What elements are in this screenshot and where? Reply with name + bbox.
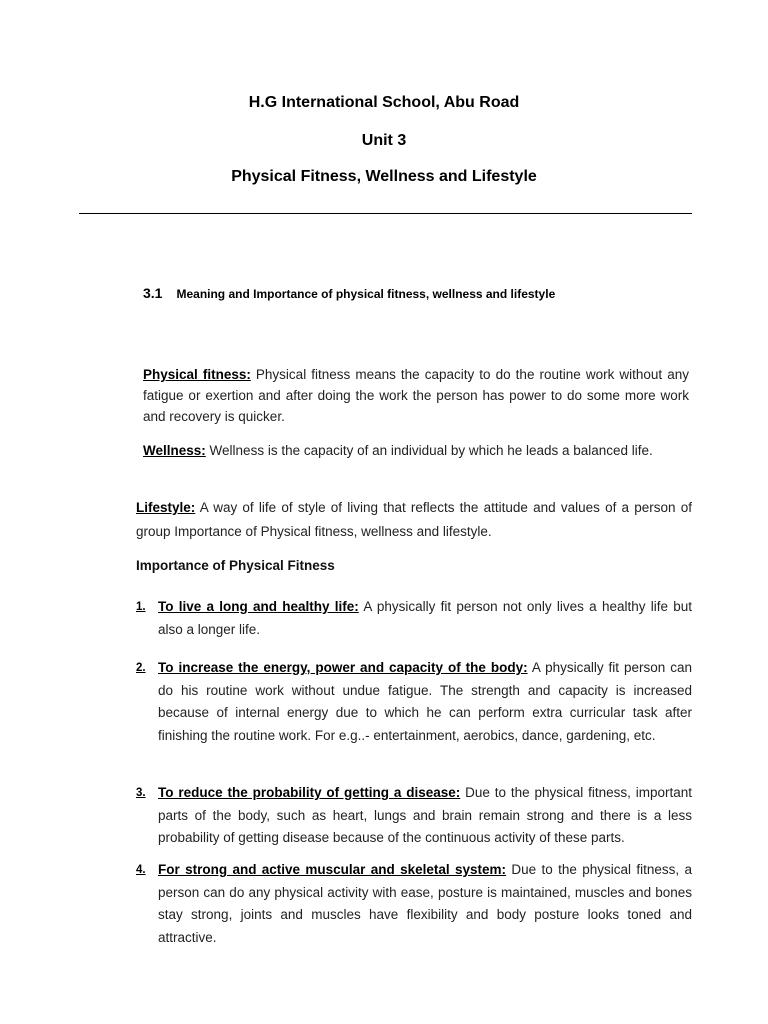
definition-term: Physical fitness: <box>143 367 251 382</box>
unit-title: Unit 3 <box>361 132 407 149</box>
header-divider <box>79 213 692 214</box>
school-name: H.G International School, Abu Road <box>248 94 520 111</box>
section-number: 3.1 <box>143 285 163 301</box>
item-number: 3. <box>136 787 146 799</box>
definition-term: Wellness: <box>143 443 206 458</box>
definition-physical-fitness <box>143 364 689 427</box>
item-lead: For strong and active muscular and skeletal system: <box>158 862 507 877</box>
definition-lifestyle <box>136 496 692 544</box>
item-text: Due to the physical fitness, important parts of the body, such as heart, lungs and brain remain strong and there is a less probability of getting disease because of the continuous activity of these parts. <box>158 785 692 845</box>
section-title: Meaning and Importance of physical fitness, wellness and lifestyle <box>176 287 556 301</box>
definition-text: Physical fitness means the capacity to do the routine work without any fatigue or exertion and after doing the work the person has power to do some more work and recovery is quicker. <box>143 367 689 424</box>
item-lead: To live a long and healthy life: <box>158 599 359 614</box>
item-text: Due to the physical fitness, a person can do any physical activity with ease, posture is maintained, muscles and bones stay strong, joints and muscles have flexibility and body posture looks toned and attractive. <box>158 862 693 945</box>
item-number: 2. <box>136 662 146 674</box>
topic-title: Physical Fitness, Wellness and Lifestyle <box>231 168 537 185</box>
section-heading <box>143 285 555 301</box>
item-number: 4. <box>136 864 146 876</box>
item-number: 1. <box>136 601 146 613</box>
item-lead: To reduce the probability of getting a disease: <box>158 785 461 800</box>
definition-wellness <box>143 440 689 461</box>
item-body <box>158 596 692 641</box>
importance-heading: Importance of Physical Fitness <box>136 558 335 573</box>
item-text: A physically fit person not only lives a healthy life but also a longer life. <box>158 599 693 637</box>
item-body <box>158 782 692 850</box>
item-body <box>158 859 692 949</box>
item-body <box>158 657 692 747</box>
item-text: A physically fit person can do his routine work without undue fatigue. The strength and capacity is increased because of internal energy due to which he can perform extra curricular task after finishing the routine work. For e.g..- entertainment, aerobics, dance, gardening, etc. <box>158 660 692 743</box>
definition-text: Wellness is the capacity of an individual by which he leads a balanced life. <box>209 443 653 458</box>
definition-term: Lifestyle: <box>136 500 196 515</box>
item-lead: To increase the energy, power and capacity of the body: <box>158 660 528 675</box>
definition-text: A way of life of style of living that reflects the attitude and values of a person of group Importance of Physical fitness, wellness and lifestyle. <box>136 500 692 539</box>
